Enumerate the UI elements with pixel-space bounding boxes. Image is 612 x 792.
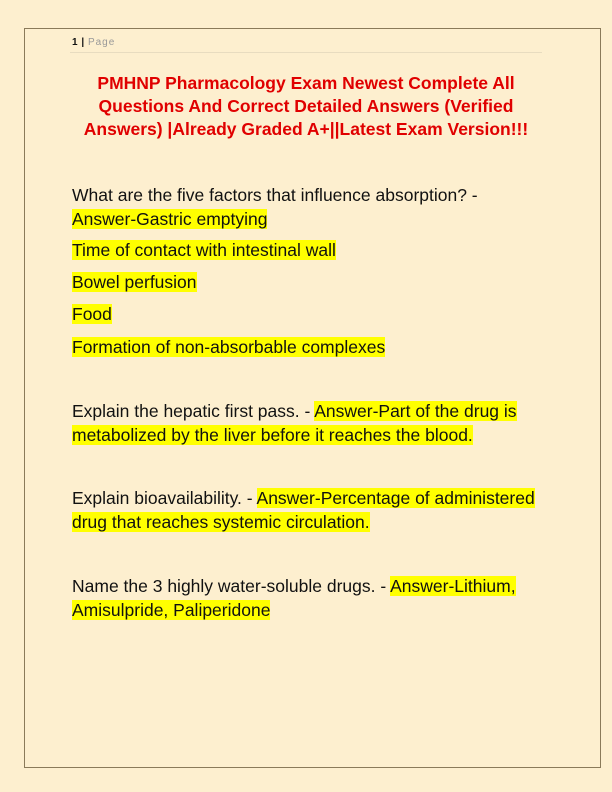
document-title: PMHNP Pharmacology Exam Newest Complete All Questions And Correct Detailed Answers (Verified Answers) |Already Graded A+||Latest Exam Version!!! (83, 73, 529, 139)
answer: Formation of non-absorbable complexes (72, 337, 386, 357)
question: Explain bioavailability. - (72, 488, 253, 508)
page-label: Page (87, 37, 116, 48)
qa-1 (72, 184, 542, 231)
answer: Answer-Percentage of administered drug that reaches systemic circulation. (72, 488, 535, 532)
question: Explain the hepatic first pass. - (72, 401, 311, 421)
answer: Answer-Lithium, Amisulpride, Paliperidone (72, 576, 516, 620)
separator: | (81, 37, 85, 48)
answer: Food (72, 304, 112, 324)
answer: Time of contact with intestinal wall (72, 240, 336, 260)
answer: Answer-Part of the drug is metabolized by the liver before it reaches the blood. (72, 401, 517, 445)
header-divider (70, 52, 542, 53)
qa-2 (72, 400, 542, 447)
qa-3 (72, 487, 542, 534)
page-header (72, 37, 115, 48)
qa-4 (72, 575, 542, 622)
answer: Bowel perfusion (72, 272, 197, 292)
question: Name the 3 highly water-soluble drugs. - (72, 576, 387, 596)
page-number: 1 (72, 37, 78, 48)
answer: Answer-Gastric emptying (72, 208, 268, 229)
question: What are the five factors that influence absorption? - (72, 185, 478, 205)
